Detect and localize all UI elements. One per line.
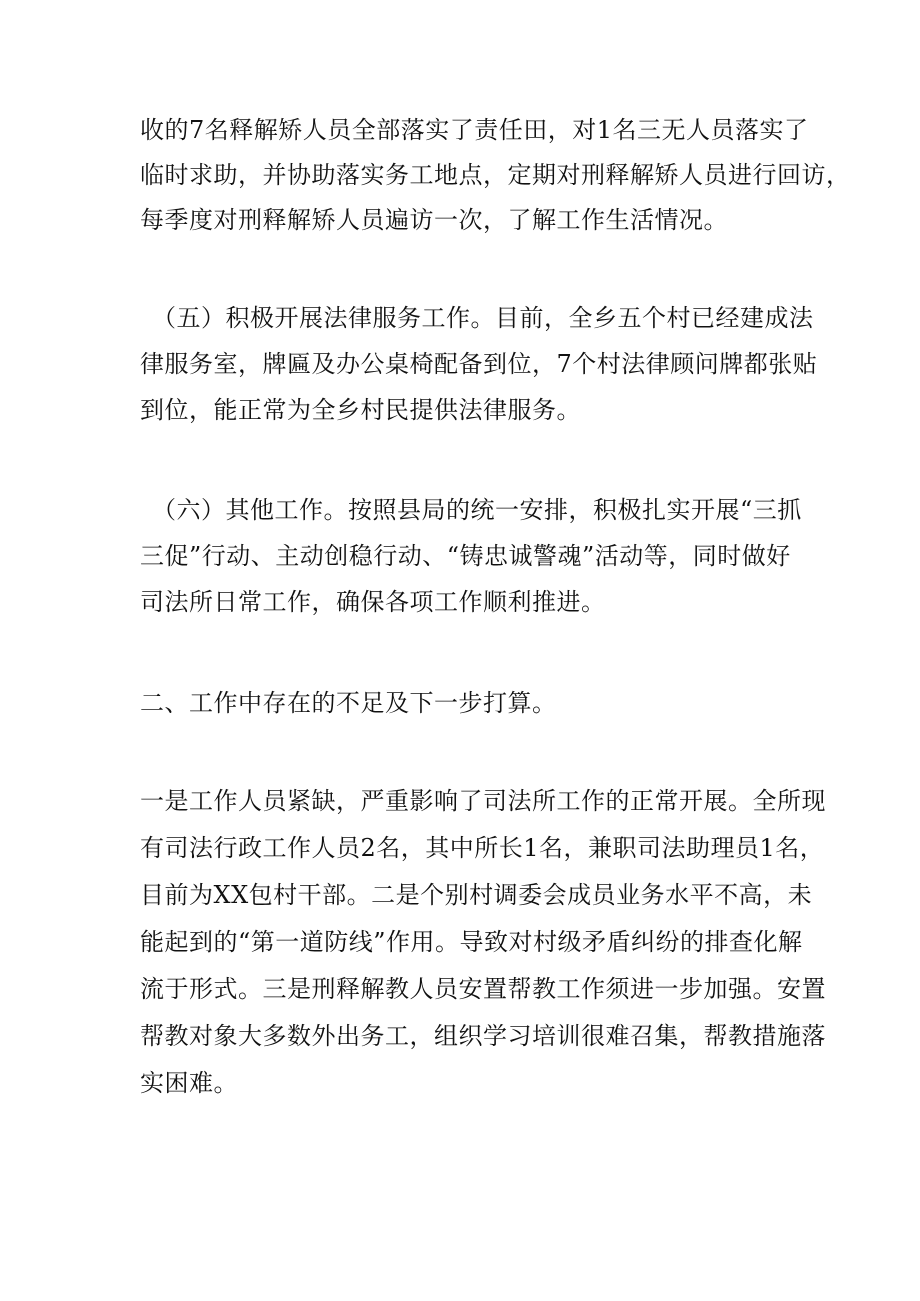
section-heading-2: 二、工作中存在的不足及下一步打算。 [140, 689, 557, 717]
paragraph-3-line-3: 司法所日常工作，确保各项工作顺利推进。 [140, 588, 606, 616]
paragraph-4-line-2: 有司法行政工作人员2名，其中所长1名，兼职司法助理员1名， [140, 834, 825, 862]
paragraph-2-line-1: （五）积极开展法律服务工作。目前，全乡五个村已经建成法 [152, 304, 814, 332]
paragraph-3-line-2: 三促”行动、主动创稳行动、“铸忠诚警魂”活动等，同时做好 [140, 542, 791, 570]
paragraph-4-line-7: 实困难。 [140, 1069, 238, 1097]
paragraph-4-line-6: 帮教对象大多数外出务工，组织学习培训很难召集，帮教措施落 [140, 1022, 826, 1050]
paragraph-1-line-2: 临时求助，并协助落实务工地点，定期对刑释解矫人员进行回访， [140, 161, 851, 189]
paragraph-4-line-3: 目前为XX包村干部。二是个别村调委会成员业务水平不高，未 [140, 881, 813, 909]
paragraph-1-line-3: 每季度对刑释解矫人员遍访一次，了解工作生活情况。 [140, 206, 728, 234]
paragraph-4-line-1: 一是工作人员紧缺，严重影响了司法所工作的正常开展。全所现 [140, 787, 826, 815]
paragraph-3-line-1: （六）其他工作。按照县局的统一安排，积极扎实开展“三抓 [152, 496, 802, 524]
paragraph-2-line-2: 律服务室，牌匾及办公桌椅配备到位，7个村法律顾问牌都张贴 [140, 350, 818, 378]
paragraph-4-line-5: 流于形式。三是刑释解教人员安置帮教工作须进一步加强。安置 [140, 975, 826, 1003]
paragraph-4-line-4: 能起到的“第一道防线”作用。导致对村级矛盾纠纷的排查化解 [140, 928, 803, 956]
paragraph-2-line-3: 到位，能正常为全乡村民提供法律服务。 [140, 396, 581, 424]
paragraph-1-line-1: 收的7名释解矫人员全部落实了责任田，对1名三无人员落实了 [140, 116, 809, 144]
